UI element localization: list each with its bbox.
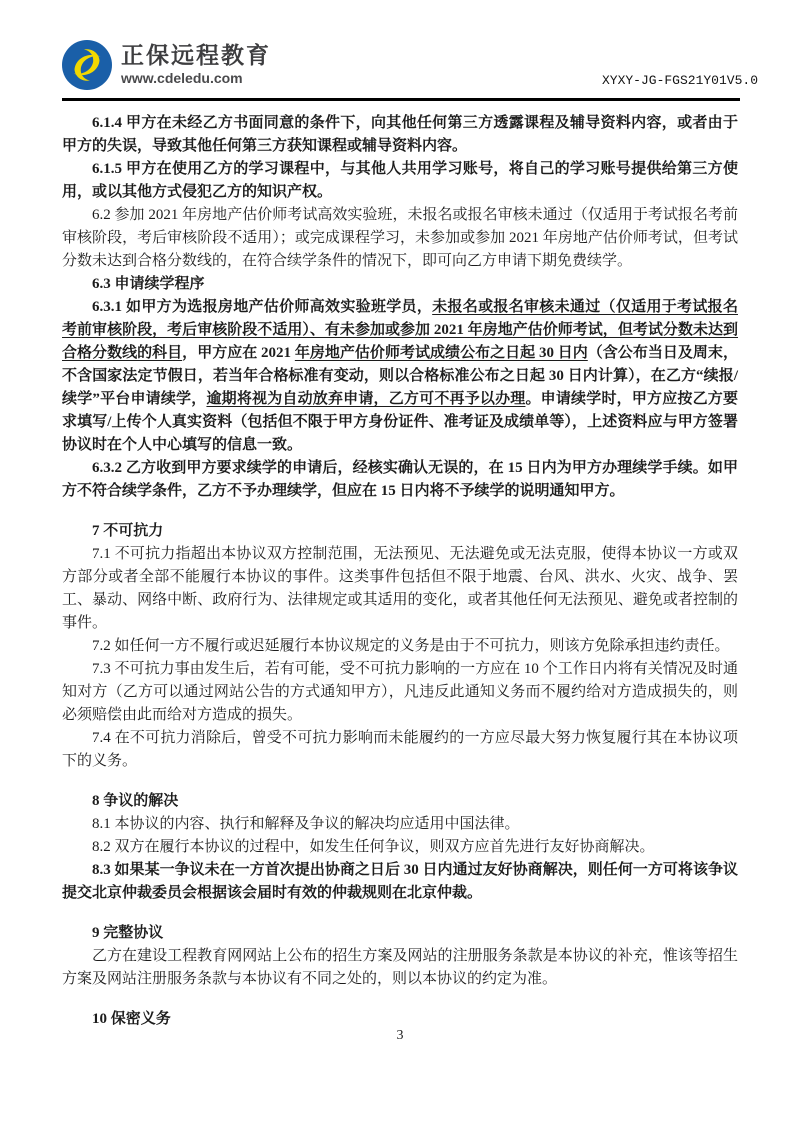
document-code: XYXY-JG-FGS21Y01V5.0: [601, 73, 758, 88]
clause-text: 6.3.1 如甲方为选报房地产估价师高效实验班学员，: [92, 299, 433, 315]
clause-paragraph: [62, 658, 738, 727]
brand-url: www.cdeledu.com: [121, 70, 243, 87]
clause-paragraph: [62, 727, 738, 773]
clause-text: 6.3.2 乙方收到甲方要求续学的申请后，经核实确认无误的，在 15 日内为甲方办理续学手续。如甲方不符合续学条件，乙方不予办理续学，但应在 15 日内将不予续学的说明通知甲方。: [62, 460, 738, 499]
clause-text: 6.1.4 甲方在未经乙方书面同意的条件下，向其他任何第三方透露课程及辅导资料内容，或者由于甲方的失误，导致其他任何第三方获知课程或辅导资料内容。: [62, 115, 738, 154]
page-footer: [0, 1028, 800, 1044]
clause-text: 6.2 参加 2021 年房地产估价师考试高效实验班，未报名或报名审核未通过（仅适用于考试报名考前审核阶段，考后审核阶段不适用）；或完成课程学习，未参加或参加 2021 年房地产估价师考试，但考试分数未达到合格分数线的，在符合续学条件的情况下，即可向乙方申请下期免费续学。: [62, 207, 738, 269]
clause-text: 9 完整协议: [92, 925, 164, 941]
brand-text: [121, 43, 271, 87]
document-body: [62, 112, 738, 1031]
underlined-clause-text: 逾期将视为自动放弃申请，乙方可不再予以办理: [206, 391, 526, 407]
clause-text: 7 不可抗力: [92, 523, 164, 539]
clause-text: 7.3 不可抗力事由发生后，若有可能，受不可抗力影响的一方应在 10 个工作日内将有关情况及时通知对方（乙方可以通过网站公告的方式通知甲方），凡违反此通知义务而不履约给对方造成损失的，则必须赔偿由此而给对方造成的损失。: [62, 661, 738, 723]
clause-text: 6.1.5 甲方在使用乙方的学习课程中，与其他人共用学习账号，将自己的学习账号提供给第三方使用，或以其他方式侵犯乙方的知识产权。: [62, 161, 738, 200]
section-heading: [62, 273, 738, 296]
underlined-clause-text: 年房地产估价师考试成绩公布之日起 30 日内: [294, 345, 588, 361]
section-heading: [62, 922, 738, 945]
page-header: [0, 0, 800, 101]
clause-text: 8.2 双方在履行本协议的过程中，如发生任何争议，则双方应首先进行友好协商解决。: [92, 839, 655, 855]
clause-text: 。申请续学时，甲方应按乙方要求填写/上传个人真实资料（包括但不限于甲方身份证件、准考证及成绩单等），上述资料应与甲方签署协议时在个人中心填写的信息一致。: [62, 391, 738, 453]
clause-text: 7.4 在不可抗力消除后，曾受不可抗力影响而未能履约的一方应尽最大努力恢复履行其在本协议项下的义务。: [62, 730, 738, 769]
clause-text: 6.3 申请续学程序: [92, 276, 205, 292]
brand-title: 正保远程教育: [121, 42, 271, 69]
clause-text: ，甲方应在 2021: [182, 345, 295, 361]
clause-paragraph: [62, 859, 738, 905]
clause-text: 8 争议的解决: [92, 793, 179, 809]
clause-paragraph: [62, 836, 738, 859]
header-rule: [62, 40, 758, 101]
clause-paragraph: [62, 543, 738, 635]
page-number: 3: [396, 1028, 404, 1043]
clause-text: 7.1 不可抗力指超出本协议双方控制范围，无法预见、无法避免或无法克服，使得本协议一方或双方部分或者全部不能履行本协议的事件。这类事件包括但不限于地震、台风、洪水、火灾、战争、罢工、暴动、网络中断、政府行为、法律规定或其适用的变化，或者其他任何无法预见、避免或者控制的事件。: [62, 546, 738, 631]
clause-text: 7.2 如任何一方不履行或迟延履行本协议规定的义务是由于不可抗力，则该方免除承担违约责任。: [92, 638, 730, 654]
clause-paragraph: [62, 158, 738, 204]
clause-text: （含公布当日及周末，不含国家法定节假日，若当年合格标准有变动，则以合格标准公布之日起 30 日内计算），在乙方“续报/续学”平台申请续学，: [62, 345, 738, 407]
clause-paragraph: [62, 813, 738, 836]
section-heading: [62, 520, 738, 543]
underlined-clause-text: 未报名或报名审核未通过（仅适用于考试报名考前审核阶段，考后审核阶段不适用）、有未参加或参加 2021 年房地产估价师考试，但考试分数未达到合格分数线的科目: [62, 299, 738, 361]
clause-paragraph: [62, 635, 738, 658]
brand: [62, 40, 271, 90]
clause-paragraph: [62, 457, 738, 503]
clause-paragraph: [62, 945, 738, 991]
clause-paragraph: [62, 112, 738, 158]
clause-paragraph: [62, 204, 738, 273]
clause-text: 乙方在建设工程教育网网站上公布的招生方案及网站的注册服务条款是本协议的补充，惟该等招生方案及网站注册服务条款与本协议有不同之处的，则以本协议的约定为准。: [62, 948, 738, 987]
clause-text: 8.3 如果某一争议未在一方首次提出协商之日后 30 日内通过友好协商解决，则任何一方可将该争议提交北京仲裁委员会根据该会届时有效的仲裁规则在北京仲裁。: [62, 862, 738, 901]
clause-text: 8.1 本协议的内容、执行和解释及争议的解决均应适用中国法律。: [92, 816, 520, 832]
section-heading: [62, 790, 738, 813]
clause-paragraph: [62, 296, 738, 457]
clause-text: 10 保密义务: [92, 1011, 171, 1027]
company-swirl-logo-icon: [62, 40, 112, 90]
